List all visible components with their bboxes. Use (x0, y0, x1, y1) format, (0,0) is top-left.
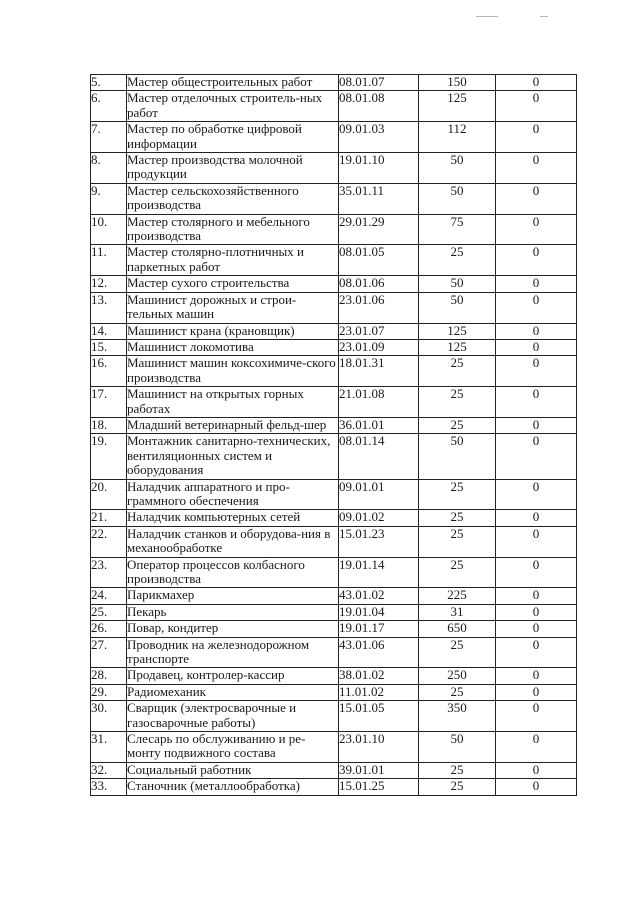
quantity-cell: 125 (419, 339, 496, 355)
row-number: 29. (91, 684, 127, 700)
value-cell: 0 (496, 339, 577, 355)
profession-name: Мастер производства молочной продукции (127, 153, 339, 184)
table-row (91, 91, 577, 122)
table-row (91, 323, 577, 339)
table-row (91, 762, 577, 778)
row-number: 27. (91, 637, 127, 668)
row-number: 32. (91, 762, 127, 778)
scan-artifact-line (540, 16, 548, 17)
quantity-cell: 50 (419, 732, 496, 763)
quantity-cell: 25 (419, 479, 496, 510)
value-cell: 0 (496, 122, 577, 153)
profession-code: 38.01.02 (339, 668, 419, 684)
profession-name: Машинист на открытых горных работах (127, 387, 339, 418)
table-row (91, 557, 577, 588)
table-row (91, 339, 577, 355)
row-number: 22. (91, 526, 127, 557)
profession-name: Наладчик компьютерных сетей (127, 510, 339, 526)
row-number: 7. (91, 122, 127, 153)
row-number: 15. (91, 339, 127, 355)
profession-code: 08.01.08 (339, 91, 419, 122)
profession-code: 36.01.01 (339, 417, 419, 433)
quantity-cell: 125 (419, 91, 496, 122)
value-cell: 0 (496, 91, 577, 122)
quantity-cell: 25 (419, 387, 496, 418)
profession-code: 23.01.06 (339, 292, 419, 323)
quantity-cell: 31 (419, 604, 496, 620)
row-number: 13. (91, 292, 127, 323)
table-row (91, 604, 577, 620)
table-row (91, 153, 577, 184)
profession-name: Мастер столярно-плотничных и паркетных работ (127, 245, 339, 276)
table-row (91, 510, 577, 526)
quantity-cell: 50 (419, 276, 496, 292)
profession-code: 08.01.05 (339, 245, 419, 276)
profession-name: Машинист машин коксохимиче-ского производства (127, 356, 339, 387)
row-number: 14. (91, 323, 127, 339)
profession-code: 19.01.10 (339, 153, 419, 184)
value-cell: 0 (496, 214, 577, 245)
profession-code: 09.01.02 (339, 510, 419, 526)
profession-code: 15.01.25 (339, 779, 419, 795)
profession-code: 23.01.09 (339, 339, 419, 355)
table-row (91, 122, 577, 153)
value-cell: 0 (496, 637, 577, 668)
quantity-cell: 25 (419, 356, 496, 387)
quantity-cell: 50 (419, 434, 496, 479)
profession-code: 09.01.01 (339, 479, 419, 510)
row-number: 17. (91, 387, 127, 418)
table-row (91, 684, 577, 700)
profession-code: 19.01.04 (339, 604, 419, 620)
profession-name: Социальный работник (127, 762, 339, 778)
profession-name: Парикмахер (127, 588, 339, 604)
row-number: 31. (91, 732, 127, 763)
table-row (91, 417, 577, 433)
profession-code: 21.01.08 (339, 387, 419, 418)
professions-table (90, 74, 577, 796)
row-number: 18. (91, 417, 127, 433)
row-number: 21. (91, 510, 127, 526)
row-number: 16. (91, 356, 127, 387)
quantity-cell: 50 (419, 183, 496, 214)
table-row (91, 356, 577, 387)
profession-name: Мастер сельскохозяйственного производства (127, 183, 339, 214)
quantity-cell: 125 (419, 323, 496, 339)
profession-name: Оператор процессов колбасного производства (127, 557, 339, 588)
value-cell: 0 (496, 684, 577, 700)
profession-code: 08.01.07 (339, 75, 419, 91)
profession-name: Сварщик (электросварочные и газосварочные работы) (127, 701, 339, 732)
value-cell: 0 (496, 75, 577, 91)
row-number: 9. (91, 183, 127, 214)
profession-name: Машинист крана (крановщик) (127, 323, 339, 339)
value-cell: 0 (496, 479, 577, 510)
table-row (91, 75, 577, 91)
scan-artifact-line (476, 16, 498, 17)
row-number: 24. (91, 588, 127, 604)
profession-name: Продавец, контролер-кассир (127, 668, 339, 684)
table-row (91, 732, 577, 763)
quantity-cell: 112 (419, 122, 496, 153)
row-number: 28. (91, 668, 127, 684)
profession-name: Младший ветеринарный фельд-шер (127, 417, 339, 433)
profession-code: 19.01.14 (339, 557, 419, 588)
profession-code: 08.01.14 (339, 434, 419, 479)
value-cell: 0 (496, 356, 577, 387)
value-cell: 0 (496, 604, 577, 620)
value-cell: 0 (496, 557, 577, 588)
profession-code: 29.01.29 (339, 214, 419, 245)
profession-code: 43.01.06 (339, 637, 419, 668)
table-row (91, 276, 577, 292)
quantity-cell: 25 (419, 779, 496, 795)
quantity-cell: 25 (419, 526, 496, 557)
profession-code: 18.01.31 (339, 356, 419, 387)
quantity-cell: 150 (419, 75, 496, 91)
quantity-cell: 25 (419, 510, 496, 526)
value-cell: 0 (496, 434, 577, 479)
value-cell: 0 (496, 668, 577, 684)
value-cell: 0 (496, 732, 577, 763)
value-cell: 0 (496, 510, 577, 526)
table-row (91, 588, 577, 604)
profession-name: Мастер столярного и мебельного производства (127, 214, 339, 245)
value-cell: 0 (496, 588, 577, 604)
table-row (91, 637, 577, 668)
profession-code: 09.01.03 (339, 122, 419, 153)
row-number: 10. (91, 214, 127, 245)
profession-code: 11.01.02 (339, 684, 419, 700)
profession-name: Мастер по обработке цифровой информации (127, 122, 339, 153)
row-number: 30. (91, 701, 127, 732)
quantity-cell: 650 (419, 621, 496, 637)
row-number: 6. (91, 91, 127, 122)
quantity-cell: 25 (419, 762, 496, 778)
profession-code: 39.01.01 (339, 762, 419, 778)
quantity-cell: 50 (419, 153, 496, 184)
quantity-cell: 50 (419, 292, 496, 323)
profession-name: Мастер сухого строительства (127, 276, 339, 292)
row-number: 26. (91, 621, 127, 637)
value-cell: 0 (496, 245, 577, 276)
quantity-cell: 250 (419, 668, 496, 684)
row-number: 19. (91, 434, 127, 479)
profession-name: Мастер общестроительных работ (127, 75, 339, 91)
value-cell: 0 (496, 779, 577, 795)
row-number: 33. (91, 779, 127, 795)
quantity-cell: 25 (419, 684, 496, 700)
table-row (91, 479, 577, 510)
table-row (91, 245, 577, 276)
profession-name: Станочник (металлообработка) (127, 779, 339, 795)
value-cell: 0 (496, 292, 577, 323)
table-row (91, 292, 577, 323)
table-row (91, 526, 577, 557)
value-cell: 0 (496, 701, 577, 732)
profession-name: Радиомеханик (127, 684, 339, 700)
profession-name: Пекарь (127, 604, 339, 620)
profession-code: 19.01.17 (339, 621, 419, 637)
value-cell: 0 (496, 183, 577, 214)
row-number: 5. (91, 75, 127, 91)
row-number: 12. (91, 276, 127, 292)
row-number: 23. (91, 557, 127, 588)
value-cell: 0 (496, 153, 577, 184)
profession-name: Монтажник санитарно-технических, вентиляционных систем и оборудования (127, 434, 339, 479)
table-row (91, 387, 577, 418)
profession-code: 43.01.02 (339, 588, 419, 604)
table-row (91, 183, 577, 214)
quantity-cell: 25 (419, 557, 496, 588)
profession-name: Слесарь по обслуживанию и ре-монту подвижного состава (127, 732, 339, 763)
profession-code: 08.01.06 (339, 276, 419, 292)
row-number: 20. (91, 479, 127, 510)
table-row (91, 701, 577, 732)
quantity-cell: 350 (419, 701, 496, 732)
profession-name: Наладчик аппаратного и про-граммного обеспечения (127, 479, 339, 510)
professions-table-body (91, 75, 577, 796)
profession-code: 35.01.11 (339, 183, 419, 214)
profession-name: Наладчик станков и оборудова-ния в механообработке (127, 526, 339, 557)
profession-name: Машинист дорожных и строи-тельных машин (127, 292, 339, 323)
table-row (91, 668, 577, 684)
profession-code: 15.01.05 (339, 701, 419, 732)
table-row (91, 621, 577, 637)
row-number: 8. (91, 153, 127, 184)
value-cell: 0 (496, 762, 577, 778)
profession-code: 15.01.23 (339, 526, 419, 557)
value-cell: 0 (496, 621, 577, 637)
table-row (91, 779, 577, 795)
value-cell: 0 (496, 417, 577, 433)
row-number: 11. (91, 245, 127, 276)
row-number: 25. (91, 604, 127, 620)
value-cell: 0 (496, 323, 577, 339)
quantity-cell: 25 (419, 417, 496, 433)
profession-name: Мастер отделочных строитель-ных работ (127, 91, 339, 122)
quantity-cell: 75 (419, 214, 496, 245)
table-row (91, 214, 577, 245)
table-row (91, 434, 577, 479)
quantity-cell: 25 (419, 637, 496, 668)
value-cell: 0 (496, 526, 577, 557)
quantity-cell: 225 (419, 588, 496, 604)
quantity-cell: 25 (419, 245, 496, 276)
profession-name: Повар, кондитер (127, 621, 339, 637)
profession-code: 23.01.07 (339, 323, 419, 339)
profession-name: Проводник на железнодорожном транспорте (127, 637, 339, 668)
value-cell: 0 (496, 276, 577, 292)
profession-name: Машинист локомотива (127, 339, 339, 355)
value-cell: 0 (496, 387, 577, 418)
profession-code: 23.01.10 (339, 732, 419, 763)
